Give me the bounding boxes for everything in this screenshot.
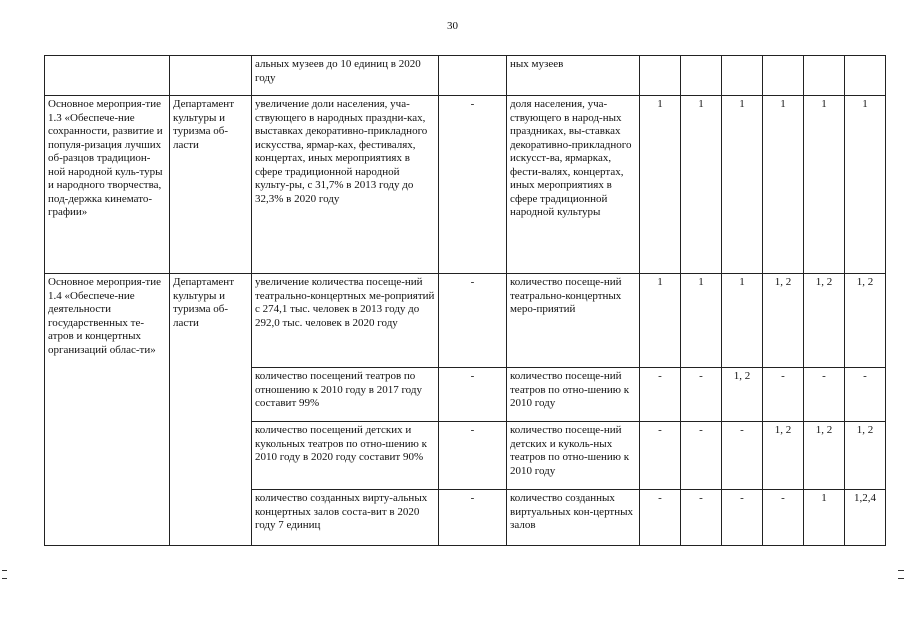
result-cell: количество созданных вирту-альных концертных залов состa-вит в 2020 году 7 единиц [252,490,439,546]
value-cell: 1 [722,96,763,274]
value-cell: 1, 2 [722,368,763,422]
measures-table [44,55,886,546]
value-cell: 1,2,4 [845,490,886,546]
value-cell: 1, 2 [763,422,804,490]
dash-cell: - [439,490,507,546]
executor-cell [170,56,252,96]
value-cell: 1 [763,96,804,274]
value-cell: - [804,368,845,422]
value-cell [681,56,722,96]
value-cell: 1, 2 [763,274,804,368]
value-cell [804,56,845,96]
value-cell: 1 [845,96,886,274]
result-cell: количество посещений детских и кукольных театров по отно-шению к 2010 году в 2020 году составит 90% [252,422,439,490]
page-number: 30 [447,20,458,32]
executor-cell: Департамент культуры и туризма об-ласти [170,274,252,546]
scan-margin-mark [898,570,904,579]
indicator-cell: ных музеев [507,56,640,96]
indicator-cell: количество посеще-ний театров по отно-шению к 2010 году [507,368,640,422]
value-cell: - [763,490,804,546]
dash-cell: - [439,422,507,490]
value-cell: - [681,368,722,422]
table-row [45,274,886,368]
dash-cell [439,56,507,96]
value-cell [845,56,886,96]
value-cell: - [640,422,681,490]
value-cell: 1 [681,96,722,274]
indicator-cell: количество посеще-ний театрально-концертных меро-приятий [507,274,640,368]
value-cell: - [640,368,681,422]
result-cell: количество посещений театров по отношению к 2010 году в 2017 году составит 99% [252,368,439,422]
value-cell: - [722,490,763,546]
result-cell: увеличение доли населения, уча-ствующего в народных праздни-ках, выставках декоративно-прикладного искусства, ярмар-ках, фестивалях, концертах, иных мероприятиях в сфере традиционной народной культу-ры, с 31,7% в 2013 году до 32,3% в 2020 году [252,96,439,274]
value-cell: 1, 2 [804,274,845,368]
measure-cell: Основное мероприя-тие 1.3 «Обеспече-ние сохранности, развитие и популя-ризация лучших об-разцов традицион-ной народной куль-туры и народного творчества, под-держка кинемато-графии» [45,96,170,274]
value-cell: 1, 2 [845,274,886,368]
dash-cell: - [439,274,507,368]
value-cell: 1 [640,96,681,274]
value-cell: - [722,422,763,490]
value-cell: - [681,422,722,490]
value-cell [763,56,804,96]
value-cell: 1 [804,96,845,274]
value-cell: 1 [640,274,681,368]
table-row [45,56,886,96]
result-cell: увеличение количества посеще-ний театрально-концертных ме-роприятий с 274,1 тыс. человек в 2013 году до 292,0 тыс. человек в 2020 году [252,274,439,368]
indicator-cell: количество созданных виртуальных кон-цертных залов [507,490,640,546]
dash-cell: - [439,96,507,274]
dash-cell: - [439,368,507,422]
result-cell: альных музеев до 10 единиц в 2020 году [252,56,439,96]
value-cell: 1 [722,274,763,368]
measure-cell [45,56,170,96]
value-cell: - [681,490,722,546]
value-cell: 1 [681,274,722,368]
scan-margin-mark [2,570,7,579]
indicator-cell: доля населения, уча-ствующего в народ-ных праздниках, вы-ставках декоративно-прикладного искусст-ва, ярмарках, фести-валях, концертах, иных мероприятиях в сфере традиционной народной культуры [507,96,640,274]
table-row [45,96,886,274]
executor-cell: Департамент культуры и туризма об-ласти [170,96,252,274]
value-cell: 1 [804,490,845,546]
value-cell [722,56,763,96]
value-cell: - [763,368,804,422]
indicator-cell: количество посеще-ний детских и куколь-ных театров по отно-шению к 2010 году [507,422,640,490]
measure-cell: Основное мероприя-тие 1.4 «Обеспече-ние деятельности государственных те-атров и концертных организаций облас-ти» [45,274,170,546]
value-cell: 1, 2 [804,422,845,490]
value-cell: 1, 2 [845,422,886,490]
value-cell: - [640,490,681,546]
value-cell [640,56,681,96]
value-cell: - [845,368,886,422]
